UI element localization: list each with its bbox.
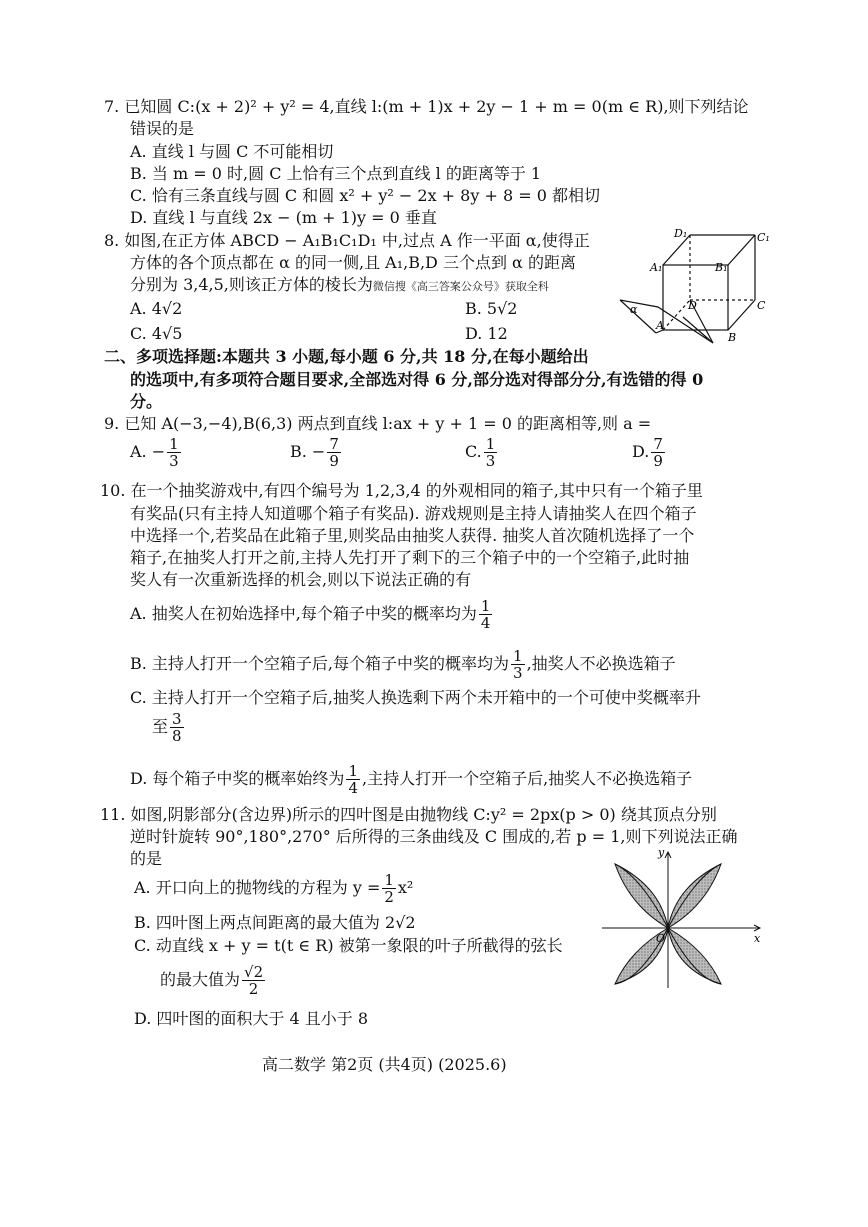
numerator: 1 (480, 597, 491, 615)
label-d1: D₁ (674, 227, 688, 240)
denominator: 3 (485, 452, 496, 470)
denominator: 4 (348, 779, 358, 797)
q10-stem-line3: 中选择一个,若奖品在此箱子里,则奖品由抽奖人获得. 抽奖人首次随机选择了一个 (130, 526, 695, 545)
q10-a-fraction (479, 598, 493, 631)
numerator: 7 (329, 435, 339, 453)
denominator: 2 (384, 888, 394, 906)
denominator: 3 (513, 664, 523, 682)
q11-option-c-line2 (160, 964, 267, 997)
q8-stem-line3 (130, 274, 549, 298)
q9-c-fraction (484, 436, 498, 469)
q11-stem-line2: 逆时针旋转 90°,180°,270° 后所得的三条曲线及 C 围成的,若 p = 1,则下列说法正确 (130, 827, 738, 846)
denominator: 4 (480, 614, 491, 632)
denominator: 8 (172, 727, 182, 745)
q7-option-c: C. 恰有三条直线与圆 C 和圆 x² + y² − 2x + 8y + 8 = 0 都相切 (130, 186, 600, 205)
q11-option-c-line1: C. 动直线 x + y = t(t ∈ R) 被第一象限的叶子所截得的弦长 (134, 936, 563, 955)
denominator: 9 (653, 452, 663, 470)
q9-c-label: C. (465, 442, 482, 461)
numerator: 1 (384, 871, 394, 889)
q9-b-fraction (327, 436, 341, 469)
q10-stem-line2: 有奖品(只有主持人知道哪个箱子有奖品). 游戏规则是主持人请抽奖人在四个箱子 (130, 504, 697, 523)
q11-c-fraction (242, 964, 265, 997)
section2-heading-line2: 的选项中,有多项符合题目要求,全部选对得 6 分,部分选对得部分分,有选错的得 0 (130, 370, 704, 389)
axis-label-x: x (754, 932, 761, 945)
q10-option-c-line2 (152, 711, 186, 744)
label-alpha: α (630, 303, 638, 316)
q9-a-fraction (167, 436, 181, 469)
label-d: D (688, 299, 697, 312)
q8-option-a: A. 4√2 (130, 299, 183, 318)
denominator: 9 (329, 452, 339, 470)
q7-option-d: D. 直线 l 与直线 2x − (m + 1)y = 0 垂直 (130, 208, 437, 227)
q9-d-label: D. (632, 442, 650, 461)
q10-option-c-line1: C. 主持人打开一个空箱子后,抽奖人换选剩下两个未开箱中的一个可使中奖概率升 (130, 688, 701, 707)
q10-stem-line4: 箱子,在抽奖人打开之前,主持人先打开了剩下的三个箱子中的一个空箱子,此时抽 (130, 548, 690, 567)
q10-option-a (130, 598, 494, 631)
q11-stem-line3: 的是 (130, 849, 163, 868)
q10-stem-line5: 奖人有一次重新选择的机会,则以下说法正确的有 (130, 570, 472, 589)
watermark-note: 微信搜《高三答案公众号》获取全科 (372, 280, 549, 293)
label-c: C (757, 299, 766, 312)
q8-option-c: C. 4√5 (130, 324, 183, 343)
q11-c-text: 的最大值为 (160, 970, 241, 989)
q9-option-a (130, 436, 183, 469)
numerator: √2 (244, 963, 264, 981)
q8-stem-line2: 方体的各个顶点都在 α 的同一侧,且 A₁,B,D 三个点到 α 的距离 (130, 253, 576, 272)
q7-option-a: A. 直线 l 与圆 C 不可能相切 (130, 142, 334, 161)
origin-label: O (656, 932, 666, 945)
q11-a-text: A. 开口向上的抛物线的方程为 y = (134, 878, 381, 897)
denominator: 2 (248, 980, 259, 998)
q9-option-b (290, 436, 343, 469)
cube-figure (618, 225, 768, 350)
q10-d-fraction (346, 763, 360, 796)
label-c1: C₁ (757, 231, 770, 244)
q10-d-text-post: ,主持人打开一个空箱子后,抽奖人不必换选箱子 (361, 769, 693, 788)
q9-option-c (465, 436, 499, 469)
q10-c-text: 至 (152, 717, 169, 736)
q7-stem-line2: 错误的是 (130, 119, 195, 138)
q10-d-text: D. 每个箱子中奖的概率始终为 (130, 769, 345, 788)
numerator: 1 (513, 647, 523, 665)
label-a: A (656, 319, 664, 332)
q11-option-a (134, 872, 413, 905)
q11-option-b: B. 四叶图上两点间距离的最大值为 2√2 (134, 913, 416, 932)
q11-option-d: D. 四叶图的面积大于 4 且小于 8 (134, 1009, 369, 1028)
label-a1: A₁ (650, 261, 663, 274)
q8-option-d: D. 12 (465, 324, 508, 343)
label-b: B (728, 331, 737, 344)
q10-b-text-post: ,抽奖人不必换选箱子 (526, 654, 676, 673)
q7-stem-line1: 7. 已知圆 C:(x + 2)² + y² = 4,直线 l:(m + 1)x + 2y − 1 + m = 0(m ∈ R),则下列结论 (104, 97, 749, 116)
q10-c-fraction (170, 711, 184, 744)
numerator: 3 (172, 710, 182, 728)
numerator: 1 (169, 435, 179, 453)
numerator: 7 (653, 435, 663, 453)
q10-stem-line1: 10. 在一个抽奖游戏中,有四个编号为 1,2,3,4 的外观相同的箱子,其中只有一个箱子里 (100, 481, 703, 500)
q9-option-d (632, 436, 667, 469)
q9-a-label: A. − (130, 442, 166, 461)
numerator: 1 (348, 762, 358, 780)
label-b1: B₁ (715, 261, 728, 274)
q9-stem: 9. 已知 A(−3,−4),B(6,3) 两点到直线 l:ax + y + 1 = 0 的距离相等,则 a = (104, 414, 652, 433)
four-leaf-figure (596, 846, 766, 991)
q11-a-text-post: x² (397, 878, 414, 897)
q9-d-fraction (651, 436, 665, 469)
q10-b-fraction (511, 648, 525, 681)
q11-a-fraction (382, 872, 396, 905)
axis-label-y: y (658, 846, 665, 859)
q11-stem-line1: 11. 如图,阴影部分(含边界)所示的四叶图是由抛物线 C:y² = 2px(p > 0) 绕其顶点分别 (100, 805, 717, 824)
page-footer: 高二数学 第2页 (共4页) (2025.6) (262, 1055, 507, 1074)
q9-b-label: B. − (290, 442, 326, 461)
q10-a-text: A. 抽奖人在初始选择中,每个箱子中奖的概率均为 (130, 604, 477, 623)
numerator: 1 (485, 435, 496, 453)
section2-heading-line1: 二、多项选择题:本题共 3 小题,每小题 6 分,共 18 分,在每小题给出 (104, 347, 589, 366)
q8-stem-text: 分别为 3,4,5,则该正方体的棱长为 (130, 275, 373, 294)
q7-option-b: B. 当 m = 0 时,圆 C 上恰有三个点到直线 l 的距离等于 1 (130, 164, 542, 183)
q10-option-d (130, 763, 692, 796)
section2-heading-line3: 分。 (130, 392, 163, 411)
q8-option-b: B. 5√2 (465, 299, 518, 318)
denominator: 3 (169, 452, 179, 470)
q8-stem-line1: 8. 如图,在正方体 ABCD − A₁B₁C₁D₁ 中,过点 A 作一平面 α,使得正 (104, 231, 590, 250)
q10-b-text: B. 主持人打开一个空箱子后,每个箱子中奖的概率均为 (130, 654, 510, 673)
q10-option-b (130, 648, 676, 681)
